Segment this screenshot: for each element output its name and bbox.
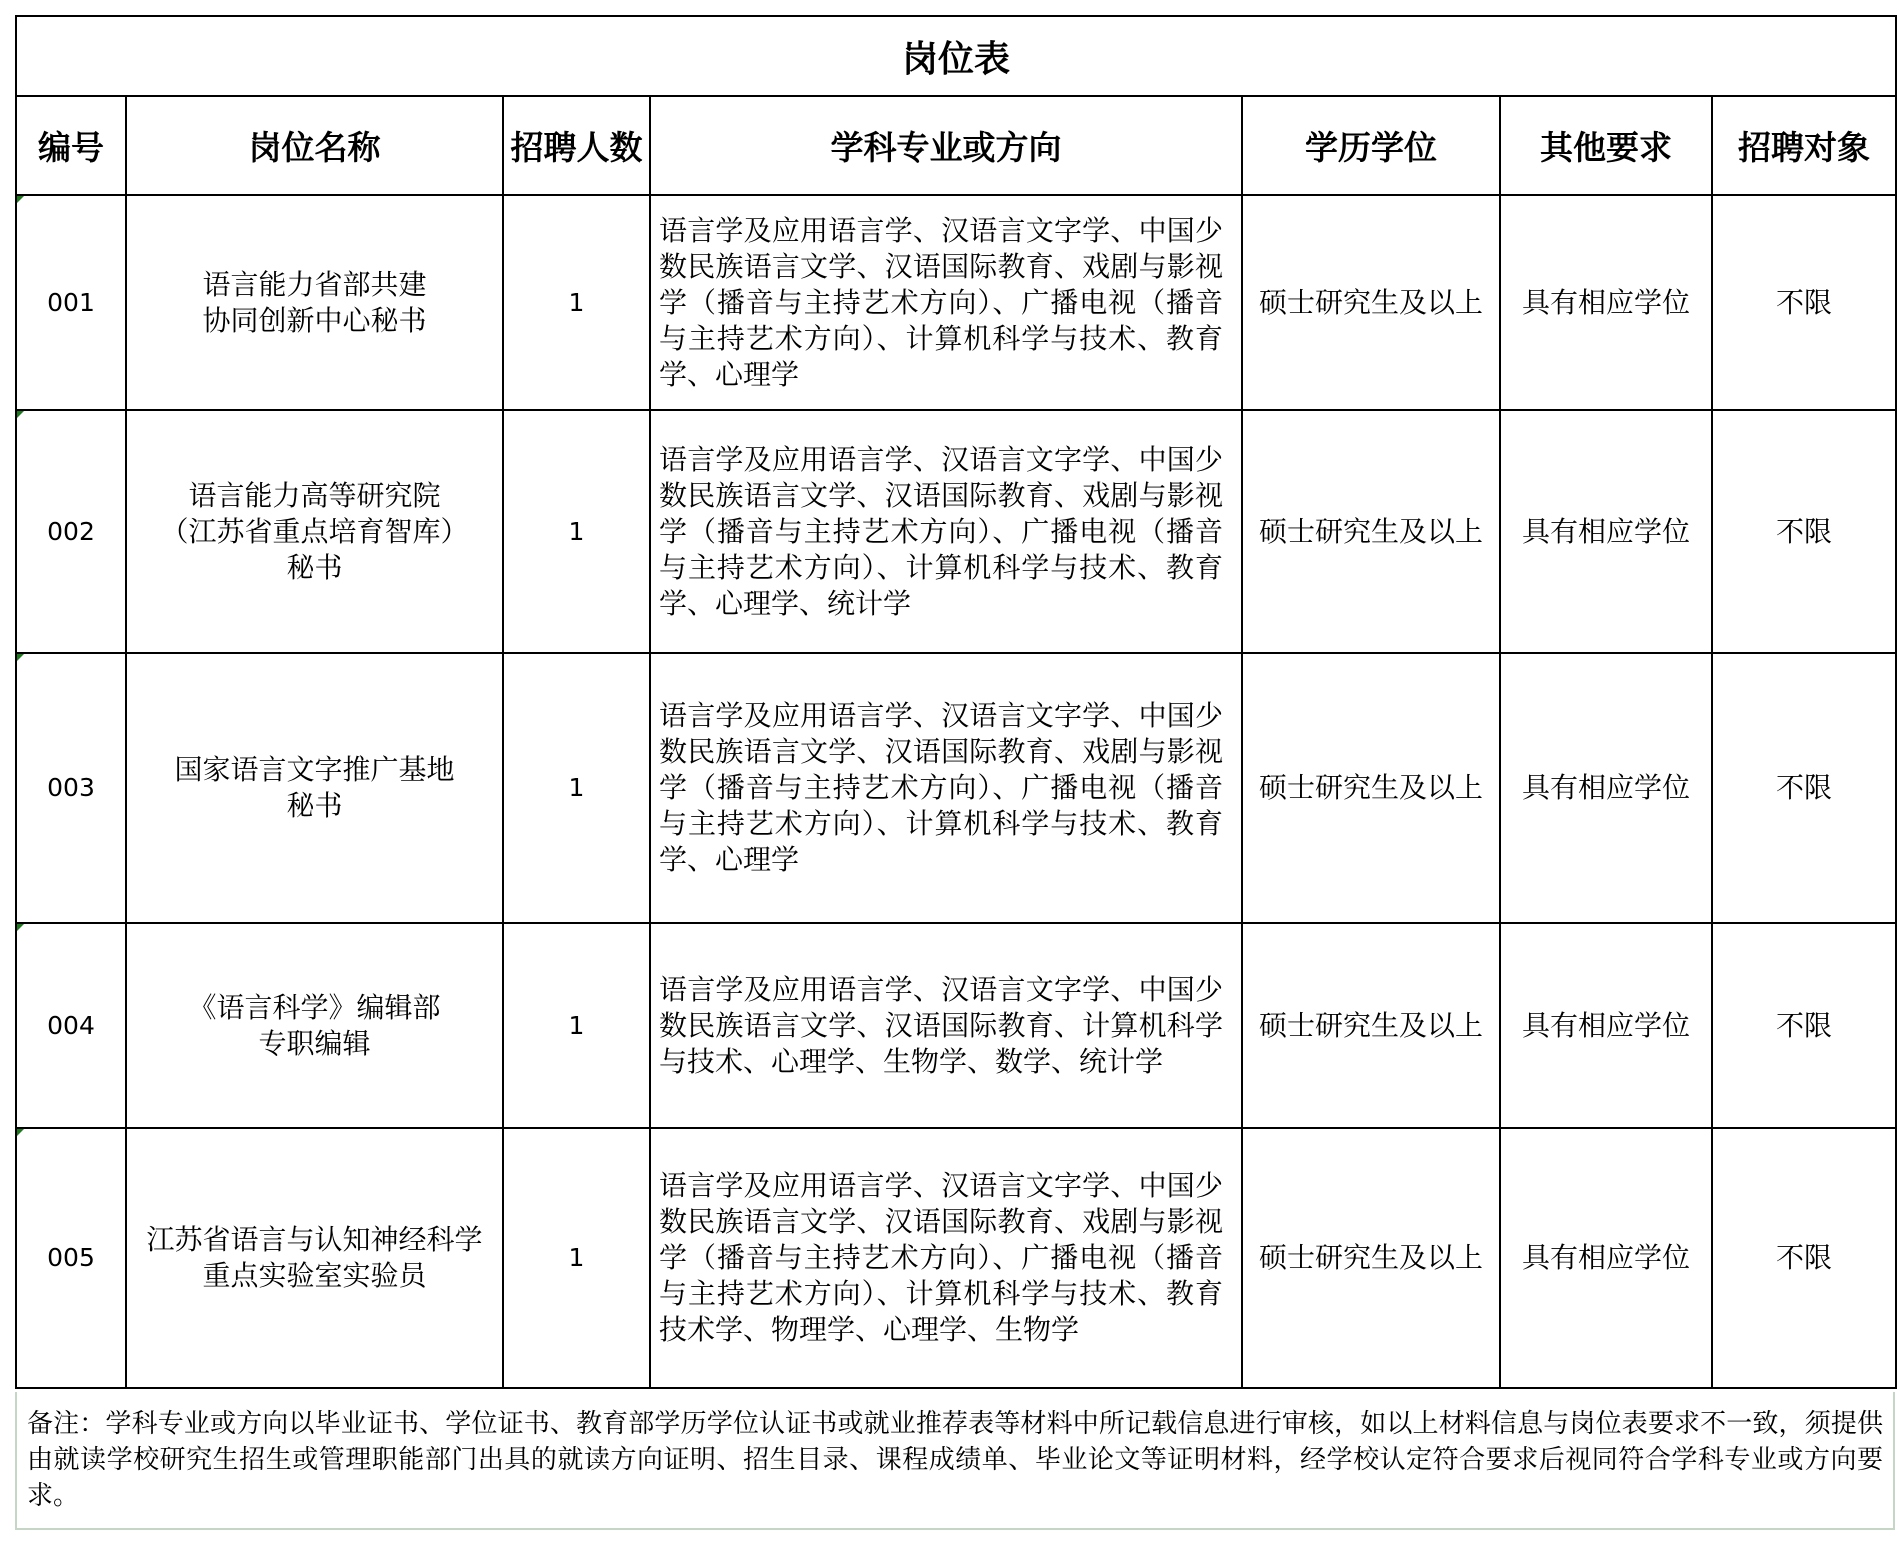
row-id: 003 <box>47 773 95 802</box>
table-row <box>16 923 1896 1128</box>
header-other: 其他要求 <box>1500 96 1712 195</box>
row-position-name <box>126 923 503 1128</box>
cell-flag-icon <box>17 654 24 661</box>
position-table-sheet <box>15 15 1895 1389</box>
header-position-name: 岗位名称 <box>126 96 503 195</box>
row-id-cell <box>16 923 126 1128</box>
header-major: 学科专业或方向 <box>650 96 1242 195</box>
row-id: 001 <box>47 287 95 317</box>
cell-flag-icon <box>17 1129 24 1136</box>
row-other: 具有相应学位 <box>1500 923 1712 1128</box>
cell-flag-icon <box>17 411 24 418</box>
row-count: 1 <box>503 923 650 1128</box>
table-row <box>16 1128 1896 1388</box>
row-major: 语言学及应用语言学、汉语言文字学、中国少数民族语言文学、汉语国际教育、戏剧与影视学（播音与主持艺术方向）、广播电视（播音与主持艺术方向）、计算机科学与技术、教育学、心理学 <box>650 195 1242 410</box>
remarks-note: 备注：学科专业或方向以毕业证书、学位证书、教育部学历学位认证书或就业推荐表等材料中所记载信息进行审核，如以上材料信息与岗位表要求不一致，须提供由就读学校研究生招生或管理职能部门出具的就读方向证明、招生目录、课程成绩单、毕业论文等证明材料，经学校认定符合要求后视同符合学科专业或方向要求。 <box>15 1392 1895 1530</box>
header-degree: 学历学位 <box>1242 96 1500 195</box>
row-count: 1 <box>503 195 650 410</box>
row-other: 具有相应学位 <box>1500 195 1712 410</box>
table-row <box>16 653 1896 923</box>
table-row <box>16 195 1896 410</box>
row-major: 语言学及应用语言学、汉语言文字学、中国少数民族语言文学、汉语国际教育、戏剧与影视学（播音与主持艺术方向）、广播电视（播音与主持艺术方向）、计算机科学与技术、教育学、心理学 <box>650 653 1242 923</box>
row-degree: 硕士研究生及以上 <box>1242 410 1500 653</box>
row-degree: 硕士研究生及以上 <box>1242 653 1500 923</box>
row-major: 语言学及应用语言学、汉语言文字学、中国少数民族语言文学、汉语国际教育、计算机科学与技术、心理学、生物学、数学、统计学 <box>650 923 1242 1128</box>
row-other: 具有相应学位 <box>1500 410 1712 653</box>
row-target: 不限 <box>1712 410 1896 653</box>
row-count: 1 <box>503 1128 650 1388</box>
position-name-line: 江苏省语言与认知神经科学 <box>146 1223 483 1256</box>
row-other: 具有相应学位 <box>1500 653 1712 923</box>
position-name-line: 重点实验室实验员 <box>202 1259 427 1292</box>
row-other: 具有相应学位 <box>1500 1128 1712 1388</box>
position-name-line: 秘书 <box>286 550 343 584</box>
row-major: 语言学及应用语言学、汉语言文字学、中国少数民族语言文学、汉语国际教育、戏剧与影视学（播音与主持艺术方向）、广播电视（播音与主持艺术方向）、计算机科学与技术、教育学、心理学、统计学 <box>650 410 1242 653</box>
position-name-line: 语言能力省部共建 <box>202 267 427 301</box>
row-id: 004 <box>47 1010 95 1040</box>
row-id: 002 <box>47 516 95 546</box>
position-name-line: 语言能力高等研究院 <box>188 478 441 512</box>
cell-flag-icon <box>17 924 24 931</box>
position-name-line: （江苏省重点培育智库） <box>160 514 469 548</box>
cell-flag-icon <box>17 196 24 203</box>
row-id-cell <box>16 1128 126 1388</box>
table-row <box>16 410 1896 653</box>
row-id-cell <box>16 195 126 410</box>
header-count: 招聘人数 <box>503 96 650 195</box>
row-degree: 硕士研究生及以上 <box>1242 923 1500 1128</box>
row-id-cell <box>16 653 126 923</box>
header-target: 招聘对象 <box>1712 96 1896 195</box>
row-major: 语言学及应用语言学、汉语言文字学、中国少数民族语言文学、汉语国际教育、戏剧与影视学（播音与主持艺术方向）、广播电视（播音与主持艺术方向）、计算机科学与技术、教育技术学、物理学、心理学、生物学 <box>650 1128 1242 1388</box>
row-position-name <box>126 1128 503 1388</box>
row-id: 005 <box>47 1243 95 1272</box>
row-position-name <box>126 653 503 923</box>
row-count: 1 <box>503 410 650 653</box>
position-name-line: 协同创新中心秘书 <box>202 303 427 337</box>
position-name-line: 《语言科学》编辑部 <box>188 990 441 1024</box>
position-name-line: 专职编辑 <box>258 1026 371 1060</box>
row-target: 不限 <box>1712 195 1896 410</box>
row-count: 1 <box>503 653 650 923</box>
row-target: 不限 <box>1712 653 1896 923</box>
row-degree: 硕士研究生及以上 <box>1242 195 1500 410</box>
row-position-name <box>126 195 503 410</box>
position-name-line: 国家语言文字推广基地 <box>174 753 455 786</box>
header-id: 编号 <box>16 96 126 195</box>
row-target: 不限 <box>1712 923 1896 1128</box>
position-table <box>15 15 1897 1389</box>
row-id-cell <box>16 410 126 653</box>
table-title: 岗位表 <box>16 16 1896 96</box>
position-name-line: 秘书 <box>286 789 343 822</box>
row-degree: 硕士研究生及以上 <box>1242 1128 1500 1388</box>
row-target: 不限 <box>1712 1128 1896 1388</box>
header-row <box>16 96 1896 195</box>
row-position-name <box>126 410 503 653</box>
